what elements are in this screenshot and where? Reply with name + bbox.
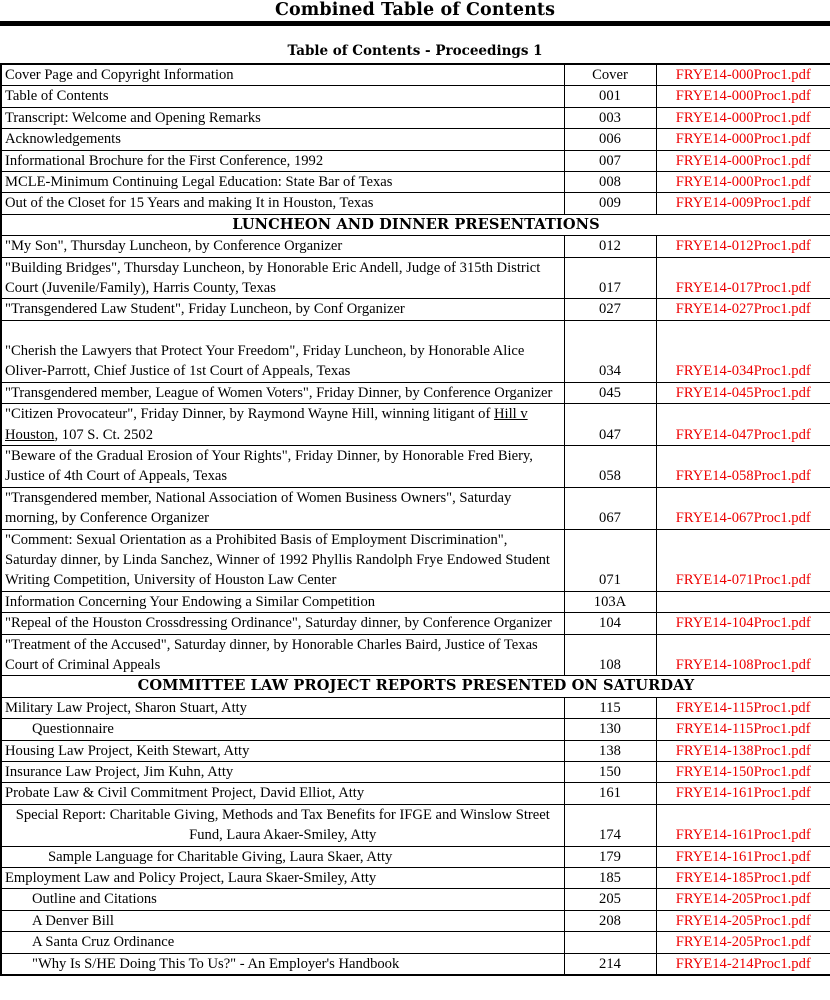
table-row	[1, 86, 830, 107]
toc-entry-pdf-link[interactable]: FRYE14-045Proc1.pdf	[656, 382, 830, 403]
table-row	[1, 257, 830, 299]
toc-entry-title: Sample Language for Charitable Giving, Laura Skaer, Atty	[1, 846, 564, 867]
toc-entry-pdf-link[interactable]: FRYE14-000Proc1.pdf	[656, 172, 830, 193]
toc-entry-title: "Why Is S/HE Doing This To Us?" - An Employer's Handbook	[1, 953, 564, 975]
toc-entry-title: "Transgendered member, National Association of Women Business Owners", Saturday morning, by Conference Organizer	[1, 487, 564, 529]
toc-entry-page: Cover	[564, 64, 656, 86]
table-row	[1, 740, 830, 761]
toc-entry-pdf-link[interactable]: FRYE14-115Proc1.pdf	[656, 697, 830, 718]
toc-entry-pdf-link[interactable]: FRYE14-012Proc1.pdf	[656, 236, 830, 257]
toc-entry-page: 067	[564, 487, 656, 529]
toc-entry-title: "Building Bridges", Thursday Luncheon, by Honorable Eric Andell, Judge of 315th District Court (Juvenile/Family), Harris County, Texas	[1, 257, 564, 299]
table-row	[1, 719, 830, 740]
toc-entry-page: 138	[564, 740, 656, 761]
table-row	[1, 172, 830, 193]
table-row	[1, 783, 830, 804]
toc-entry-title: Housing Law Project, Keith Stewart, Atty	[1, 740, 564, 761]
toc-entry-title: "Transgendered member, League of Women Voters", Friday Dinner, by Conference Organizer	[1, 382, 564, 403]
table-row	[1, 150, 830, 171]
toc-entry-title: Transcript: Welcome and Opening Remarks	[1, 107, 564, 128]
toc-entry-title: Outline and Citations	[1, 889, 564, 910]
toc-entry-pdf-link[interactable]: FRYE14-214Proc1.pdf	[656, 953, 830, 975]
toc-entry-title: A Denver Bill	[1, 910, 564, 931]
toc-entry-page: 103A	[564, 591, 656, 612]
toc-entry-page: 071	[564, 529, 656, 591]
toc-entry-title: Special Report: Charitable Giving, Methods and Tax Benefits for IFGE and Winslow Street Fund, Laura Akaer-Smiley, Atty	[1, 804, 564, 846]
toc-entry-title: "Cherish the Lawyers that Protect Your Freedom", Friday Luncheon, by Honorable Alice Oliver-Parrott, Chief Justice of 1st Court of Appeals, Texas	[1, 320, 564, 382]
toc-entry-title-suffix: , 107 S. Ct. 2502	[54, 426, 153, 443]
toc-entry-page: 130	[564, 719, 656, 740]
table-row	[1, 320, 830, 382]
toc-entry-page: 104	[564, 613, 656, 634]
toc-entry-page: 208	[564, 910, 656, 931]
toc-entry-page: 174	[564, 804, 656, 846]
toc-entry-page: 205	[564, 889, 656, 910]
toc-entry-title: "Comment: Sexual Orientation as a Prohibited Basis of Employment Discrimination", Saturday dinner, by Linda Sanchez, Winner of 1992 Phyllis Randolph Frye Endowed Student Writing Competition, University of Houston Law Center	[1, 529, 564, 591]
table-row	[1, 846, 830, 867]
toc-entry-page: 009	[564, 193, 656, 214]
toc-entry-page: 007	[564, 150, 656, 171]
toc-entry-pdf-link[interactable]: FRYE14-138Proc1.pdf	[656, 740, 830, 761]
table-row	[1, 382, 830, 403]
page-title: Combined Table of Contents	[274, 0, 556, 20]
toc-entry-pdf-link[interactable]: FRYE14-071Proc1.pdf	[656, 529, 830, 591]
table-row	[1, 129, 830, 150]
toc-entry-pdf-link[interactable]: FRYE14-205Proc1.pdf	[656, 889, 830, 910]
toc-entry-title: "My Son", Thursday Luncheon, by Conference Organizer	[1, 236, 564, 257]
toc-entry-title: Cover Page and Copyright Information	[1, 64, 564, 86]
toc-entry-title: "Transgendered Law Student", Friday Luncheon, by Conf Organizer	[1, 299, 564, 320]
toc-entry-pdf-link[interactable]: FRYE14-067Proc1.pdf	[656, 487, 830, 529]
toc-entry-page	[564, 932, 656, 953]
toc-entry-title-prefix: "Citizen Provocateur", Friday Dinner, by Raymond Wayne Hill, winning litigant of	[5, 406, 494, 423]
toc-entry-title: Table of Contents	[1, 86, 564, 107]
toc-entry-title: Probate Law & Civil Commitment Project, David Elliot, Atty	[1, 783, 564, 804]
toc-entry-page: 185	[564, 868, 656, 889]
toc-entry-pdf-link[interactable]: FRYE14-034Proc1.pdf	[656, 320, 830, 382]
toc-entry-pdf-link[interactable]: FRYE14-115Proc1.pdf	[656, 719, 830, 740]
toc-entry-page: 003	[564, 107, 656, 128]
table-row	[1, 487, 830, 529]
table-row	[1, 910, 830, 931]
toc-entry-page: 012	[564, 236, 656, 257]
table-row	[1, 932, 830, 953]
table-row	[1, 613, 830, 634]
toc-entry-pdf-link[interactable]: FRYE14-205Proc1.pdf	[656, 910, 830, 931]
section-header-label: COMMITTEE LAW PROJECT REPORTS PRESENTED ON SATURDAY	[1, 676, 830, 697]
toc-entry-page: 027	[564, 299, 656, 320]
toc-entry-page: 047	[564, 404, 656, 446]
toc-entry-page: 179	[564, 846, 656, 867]
toc-entry-page: 008	[564, 172, 656, 193]
toc-entry-title: "Beware of the Gradual Erosion of Your Rights", Friday Dinner, by Honorable Fred Biery, Justice of 4th Court of Appeals, Texas	[1, 445, 564, 487]
section-header-label: LUNCHEON AND DINNER PRESENTATIONS	[1, 214, 830, 235]
toc-entry-pdf-link[interactable]: FRYE14-000Proc1.pdf	[656, 150, 830, 171]
table-row	[1, 445, 830, 487]
toc-entry-page: 214	[564, 953, 656, 975]
toc-entry-page: 001	[564, 86, 656, 107]
case-citation: Hill v Houston	[5, 406, 528, 443]
toc-entry-page: 017	[564, 257, 656, 299]
toc-entry-page: 161	[564, 783, 656, 804]
table-row	[1, 634, 830, 676]
toc-entry-title: Information Concerning Your Endowing a Similar Competition	[1, 591, 564, 612]
table-row	[1, 64, 830, 86]
toc-entry-title: Questionnaire	[1, 719, 564, 740]
toc-section-header-row	[1, 676, 830, 697]
toc-entry-page: 006	[564, 129, 656, 150]
toc-entry-title: Military Law Project, Sharon Stuart, Atty	[1, 697, 564, 718]
table-row	[1, 762, 830, 783]
toc-entry-page: 115	[564, 697, 656, 718]
toc-entry-title: Acknowledgements	[1, 129, 564, 150]
toc-entry-pdf-link[interactable]: FRYE14-009Proc1.pdf	[656, 193, 830, 214]
toc-entry-page: 045	[564, 382, 656, 403]
toc-entry-pdf-link[interactable]: FRYE14-108Proc1.pdf	[656, 634, 830, 676]
toc-section-header-row	[1, 214, 830, 235]
table-row	[1, 889, 830, 910]
toc-entry-pdf-link[interactable]: FRYE14-000Proc1.pdf	[656, 107, 830, 128]
table-row	[1, 868, 830, 889]
toc-entry-title: Insurance Law Project, Jim Kuhn, Atty	[1, 762, 564, 783]
toc-entry-pdf-link[interactable]: FRYE14-017Proc1.pdf	[656, 257, 830, 299]
table-row	[1, 107, 830, 128]
toc-entry-title: "Repeal of the Houston Crossdressing Ordinance", Saturday dinner, by Conference Organizer	[1, 613, 564, 634]
toc-entry-pdf-link	[656, 591, 830, 612]
toc-entry-page: 150	[564, 762, 656, 783]
toc-entry-pdf-link[interactable]: FRYE14-058Proc1.pdf	[656, 445, 830, 487]
toc-entry-title: Out of the Closet for 15 Years and making It in Houston, Texas	[1, 193, 564, 214]
toc-entry-pdf-link[interactable]: FRYE14-205Proc1.pdf	[656, 932, 830, 953]
table-row	[1, 953, 830, 975]
toc-entry-pdf-link[interactable]: FRYE14-161Proc1.pdf	[656, 783, 830, 804]
toc-entry-pdf-link[interactable]: FRYE14-161Proc1.pdf	[656, 804, 830, 846]
toc-entry-title	[1, 404, 564, 446]
toc-entry-page: 108	[564, 634, 656, 676]
toc-entry-pdf-link[interactable]: FRYE14-104Proc1.pdf	[656, 613, 830, 634]
table-row	[1, 591, 830, 612]
table-row	[1, 697, 830, 718]
toc-body	[1, 64, 830, 975]
table-row	[1, 529, 830, 591]
toc-entry-title: MCLE-Minimum Continuing Legal Education: State Bar of Texas	[1, 172, 564, 193]
toc-entry-pdf-link[interactable]: FRYE14-047Proc1.pdf	[656, 404, 830, 446]
toc-entry-title: A Santa Cruz Ordinance	[1, 932, 564, 953]
table-row	[1, 804, 830, 846]
toc-entry-pdf-link[interactable]: FRYE14-150Proc1.pdf	[656, 762, 830, 783]
toc-entry-pdf-link[interactable]: FRYE14-185Proc1.pdf	[656, 868, 830, 889]
table-row	[1, 236, 830, 257]
toc-entry-title: "Treatment of the Accused", Saturday dinner, by Honorable Charles Baird, Justice of Texas Court of Criminal Appeals	[1, 634, 564, 676]
table-row	[1, 299, 830, 320]
toc-entry-pdf-link[interactable]: FRYE14-161Proc1.pdf	[656, 846, 830, 867]
toc-entry-pdf-link[interactable]: FRYE14-027Proc1.pdf	[656, 299, 830, 320]
toc-entry-page: 034	[564, 320, 656, 382]
table-of-contents	[0, 63, 830, 976]
toc-entry-pdf-link[interactable]: FRYE14-000Proc1.pdf	[656, 86, 830, 107]
table-row	[1, 193, 830, 214]
toc-entry-title: Employment Law and Policy Project, Laura Skaer-Smiley, Atty	[1, 868, 564, 889]
toc-section-title: Table of Contents - Proceedings 1	[287, 43, 543, 59]
toc-entry-pdf-link[interactable]: FRYE14-000Proc1.pdf	[656, 129, 830, 150]
table-row	[1, 404, 830, 446]
toc-entry-page: 058	[564, 445, 656, 487]
toc-entry-pdf-link[interactable]: FRYE14-000Proc1.pdf	[656, 64, 830, 86]
toc-entry-title: Informational Brochure for the First Conference, 1992	[1, 150, 564, 171]
